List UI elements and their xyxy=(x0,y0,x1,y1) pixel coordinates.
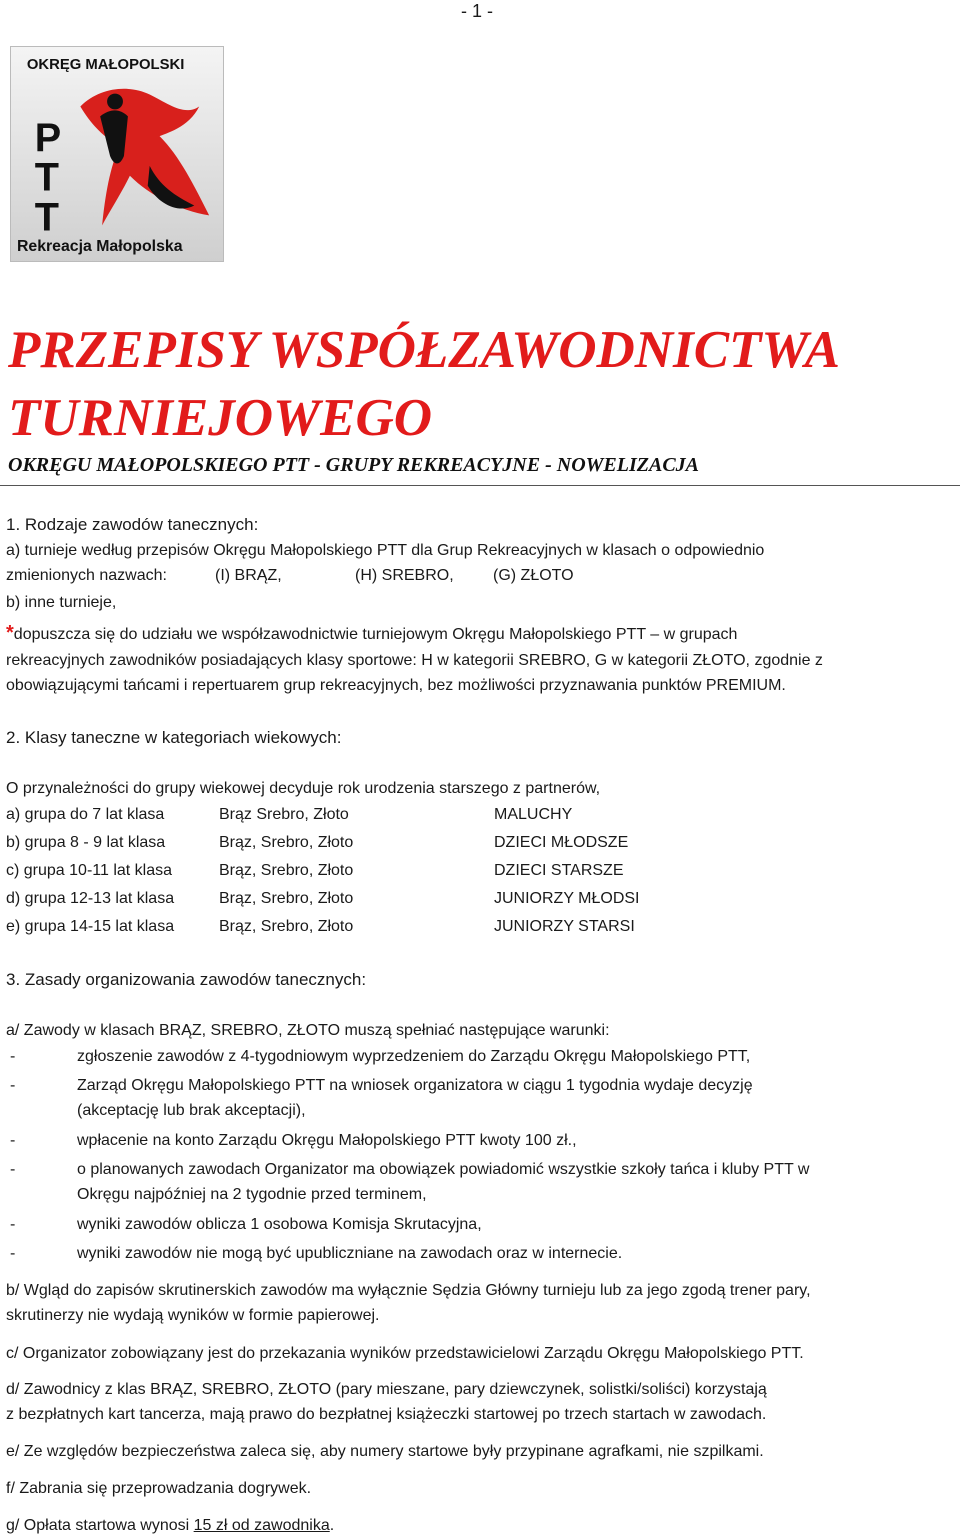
section-3-e-line: e/ Ze względów bezpieczeństwa zaleca się, aby numery startowe były przypinane agrafkami, nie szpilkami. xyxy=(6,1443,764,1460)
d-suffix: (pary mieszane, pary dziewczynek, solistki/soliści) korzystają xyxy=(331,1381,767,1398)
list-dash: - xyxy=(10,1161,16,1178)
age-group-label: c) grupa 10-11 lat klasa xyxy=(6,862,173,879)
age-group-name: JUNIORZY STARSI xyxy=(494,918,635,935)
section-3-a-line xyxy=(6,1021,610,1042)
section-2-heading: 2. Klasy taneczne w kategoriach wiekowych: xyxy=(6,728,342,747)
class-g-label: (G) ZŁOTO xyxy=(493,567,574,584)
age-group-classes: Brąz, Srebro, Złoto xyxy=(219,862,354,879)
age-group-label: d) grupa 12-13 lat klasa xyxy=(6,890,175,907)
section-3-g-line xyxy=(6,1516,334,1537)
list-dash: - xyxy=(10,1077,16,1094)
section-1-note-line-3: obowiązującymi tańcami i repertuarem grup rekreacyjnych, bez możliwości przyznawania punktów PREMIUM. xyxy=(6,677,786,694)
logo-bottom-text: Rekreacja Małopolska xyxy=(16,238,183,256)
age-group-classes: Brąz, Srebro, Złoto xyxy=(219,834,354,851)
section-1-heading: 1. Rodzaje zawodów tanecznych: xyxy=(6,515,259,534)
class-h-label: (H) SREBRO, xyxy=(355,567,454,584)
age-group-classes: Brąz Srebro, Złoto xyxy=(219,806,349,823)
section-3-c-line: c/ Organizator zobowiązany jest do przekazania wyników przedstawicielowi Zarządu Okręgu Małopolskiego PTT. xyxy=(6,1345,804,1362)
g-prefix: g/ Opłata startowa wynosi xyxy=(6,1517,194,1534)
section-1-b-line: b) inne turnieje, xyxy=(6,594,117,611)
title-divider xyxy=(0,485,960,486)
class-i-label: (I) BRĄZ, xyxy=(215,567,282,584)
list-item: wyniki zawodów nie mogą być upubliczniane na zawodach oraz w internecie. xyxy=(77,1245,623,1262)
section-3-b-line-2: skrutinerzy nie wydają wyników w formie papierowej. xyxy=(6,1307,380,1324)
svg-text:T: T xyxy=(34,195,59,240)
asterisk-mark: * xyxy=(6,622,14,644)
list-item: Zarząd Okręgu Małopolskiego PTT na wniosek organizatora w ciągu 1 tygodnia wydaje decyzję xyxy=(77,1077,753,1094)
age-group-label: e) grupa 14-15 lat klasa xyxy=(6,918,175,935)
list-item-continued: (akceptację lub brak akceptacji), xyxy=(77,1102,306,1119)
a-classes: BRĄZ, SREBRO, ZŁOTO xyxy=(158,1022,341,1039)
list-item: wpłacenie na konto Zarządu Okręgu Małopolskiego PTT kwoty 100 zł., xyxy=(77,1132,577,1149)
section-3-d-line-2: z bezpłatnych kart tancerza, mają prawo do bezpłatnej książeczki startowej po trzech startach w zawodach. xyxy=(6,1406,767,1423)
title-line-1: PRZEPISY WSPÓŁZAWODNICTWA xyxy=(8,321,840,379)
a-prefix: a/ Zawody w klasach xyxy=(6,1022,159,1039)
a-suffix: muszą spełniać następujące warunki: xyxy=(340,1022,610,1039)
list-item: wyniki zawodów oblicza 1 osobowa Komisja Skrutacyjna, xyxy=(77,1216,482,1233)
age-group-classes: Brąz, Srebro, Złoto xyxy=(219,918,354,935)
age-group-label: b) grupa 8 - 9 lat klasa xyxy=(6,834,166,851)
list-dash: - xyxy=(10,1216,16,1233)
logo-top-text: OKRĘG MAŁOPOLSKI xyxy=(26,56,185,73)
age-group-name: MALUCHY xyxy=(494,806,573,823)
section-2-intro: O przynależności do grupy wiekowej decyduje rok urodzenia starszego z partnerów, xyxy=(6,780,601,797)
section-1-a-line-1: a) turnieje według przepisów Okręgu Małopolskiego PTT dla Grup Rekreacyjnych w klasach o odpowiednio xyxy=(6,542,765,559)
age-group-name: DZIECI MŁODSZE xyxy=(494,834,629,851)
d-prefix: d/ Zawodnicy z klas xyxy=(6,1381,151,1398)
age-group-label: a) grupa do 7 lat klasa xyxy=(6,806,165,823)
age-group-name: JUNIORZY MŁODSI xyxy=(494,890,640,907)
list-dash: - xyxy=(10,1245,16,1262)
document-title xyxy=(8,316,948,452)
list-item: o planowanych zawodach Organizator ma obowiązek powiadomić wszystkie szkoły tańca i kluby PTT w xyxy=(77,1161,810,1178)
list-dash: - xyxy=(10,1132,16,1149)
svg-text:P: P xyxy=(34,116,62,161)
document-subtitle: OKRĘGU MAŁOPOLSKIEGO PTT - GRUPY REKREACYJNE - NOWELIZACJA xyxy=(8,454,699,476)
title-line-2: TURNIEJOWEGO xyxy=(8,389,433,447)
list-item-continued: Okręgu najpóźniej na 2 tygodnie przed terminem, xyxy=(77,1186,427,1203)
section-1-a-line-2: zmienionych nazwach: xyxy=(6,567,167,584)
page-number: - 1 - xyxy=(461,1,494,21)
section-3-b-line-1: b/ Wgląd do zapisów skrutinerskich zawodów ma wyłącznie Sędzia Główny turnieju lub za jego zgodą trener pary, xyxy=(6,1282,811,1299)
list-item: zgłoszenie zawodów z 4-tygodniowym wyprzedzeniem do Zarządu Okręgu Małopolskiego PTT, xyxy=(77,1048,751,1065)
d-classes: BRĄZ, SREBRO, ZŁOTO xyxy=(150,1381,332,1398)
section-3-d-line-1 xyxy=(6,1380,767,1401)
section-1-note-line-1 xyxy=(6,620,737,646)
ptt-logo xyxy=(10,46,224,262)
svg-text:T: T xyxy=(34,155,59,200)
section-3-f-line: f/ Zabrania się przeprowadzania dogrywek. xyxy=(6,1480,312,1497)
section-3-heading: 3. Zasady organizowania zawodów tanecznych: xyxy=(6,970,367,989)
list-dash: - xyxy=(10,1048,16,1065)
age-group-name: DZIECI STARSZE xyxy=(494,862,624,879)
section-1-note-line-2: rekreacyjnych zawodników posiadających klasy sportowe: H w kategorii SREBRO, G w kategorii ZŁOTO, zgodnie z xyxy=(6,652,823,669)
note-line-1-text: dopuszcza się do udziału we współzawodnictwie turniejowym Okręgu Małopolskiego PTT – w grupach xyxy=(13,626,738,643)
fee-amount: 15 zł od zawodnika xyxy=(193,1517,330,1534)
age-group-classes: Brąz, Srebro, Złoto xyxy=(219,890,354,907)
g-suffix: . xyxy=(329,1517,335,1534)
